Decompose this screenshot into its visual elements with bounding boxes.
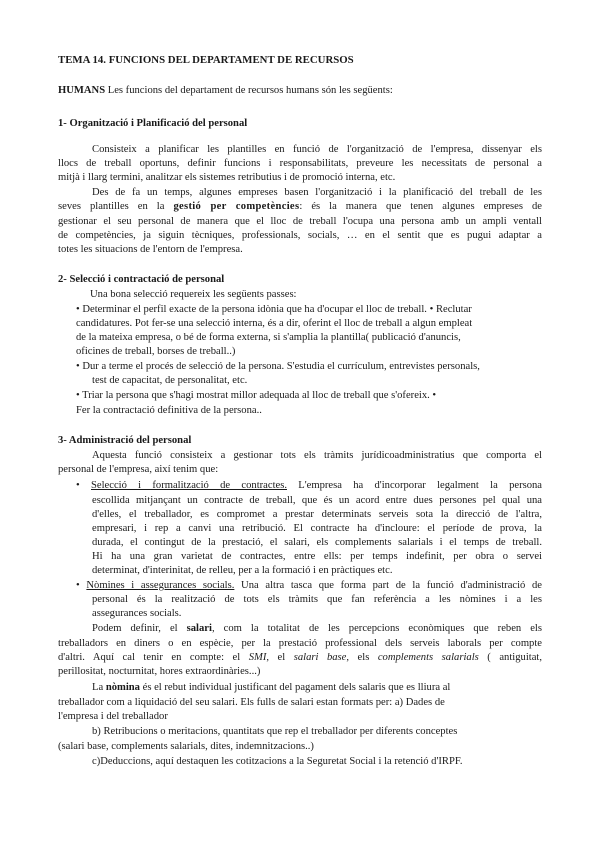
salari-line-4: perillositat, nocturnitat, hores extraordinàries...) — [58, 666, 261, 677]
nomina-pre: La — [92, 682, 106, 693]
nomina-line-2: treballador com a liquidació del seu salari. Els fulls de salari estan formats per: a) Dades de — [58, 697, 445, 708]
s3-bullet-1-line-3: d'elles, el treballador, es compromet a prestar determinats serveis sota la direcció de l'altra, — [92, 509, 542, 520]
s1-p2-line-3: gestionar el seu personal de manera que el lloc de treball l'ocupa una persona amb un ampli ventall — [58, 216, 542, 227]
nomina-b-line-2: (salari base, complements salarials, dites, indemnitzacions..) — [58, 741, 314, 752]
s1-p1-line-1: Consisteix a planificar les plantilles en funció de l'organització de l'empresa, dissenyar els — [92, 144, 542, 155]
s2-line-9: Fer la contractació definitiva de la persona.. — [76, 405, 262, 416]
bullet-1-mark: • — [76, 480, 91, 491]
s1-p2-line-5: totes les situacions de l'entorn de l'empresa. — [58, 244, 243, 255]
salari-complements: complements salarials — [377, 652, 479, 663]
s2-line-3: candidatures. Pot fer-se una selecció interna, és a dir, oferint el lloc de treball a algun empleat — [76, 318, 473, 329]
nomina-bold: nòmina — [105, 682, 140, 693]
bullet-1-underline: Selecció i formalització de contractes. — [91, 480, 287, 491]
salari-smi: SMI — [248, 652, 267, 663]
bullet-1-rest: L'empresa ha d'incorporar legalment la persona — [287, 480, 543, 491]
salari-l3-mid2: , els — [346, 652, 378, 663]
s3-bullet-2-line-3: assegurances socials. — [92, 608, 182, 619]
s3-bullet-1-line-2: escollida mitjançant un contracte de treball, que és un acord entre dues persones pel qual una — [92, 495, 542, 506]
salari-bold: salari — [186, 623, 212, 634]
intro-text: Les funcions del departament de recursos humans són les següents: — [105, 85, 393, 96]
salari-pre: Podem definir, el — [92, 623, 187, 634]
nomina-b-line-1: b) Retribucions o meritacions, quantitats que rep el treballador per diferents conceptes — [92, 726, 458, 737]
s2-line-5: oficines de treball, borses de treball..) — [76, 346, 236, 357]
salari-l3-post: ( antiguitat, — [478, 652, 542, 663]
salari-l3-pre: d'altri. Aquí cal tenir en compte: el — [58, 652, 249, 663]
salari-post: , com la totalitat de les percepcions econòmiques que reben els — [211, 623, 542, 634]
s1-p1-line-2: llocs de treball oportuns, definir funcions i responsabilitats, preveure les necessitats de personal a — [58, 158, 542, 169]
s1-p1-line-3: mitjà i llarg termini, analitzar els sistemes retributius i de promoció interna, etc. — [58, 172, 396, 183]
s3-bullet-1-line-5: durada, el contingut de la prestació, el salari, els complements salarials i el temps de treball. — [92, 537, 542, 548]
bullet-2-underline: Nòmines i assegurances socials. — [86, 580, 235, 591]
salari-l3-mid1: , el — [266, 652, 294, 663]
s3-bullet-2-line-1 — [76, 579, 542, 592]
s2-line-6: • Dur a terme el procés de selecció de la persona. S'estudia el currículum, entrevistes personals, — [76, 361, 480, 372]
s1-p2-post: : és la manera que tenen algunes empreses de — [299, 201, 542, 212]
s1-p2-line-1: Des de fa un temps, algunes empreses basen l'organització i la planificació del treball de les — [92, 187, 542, 198]
s3-lead-line-2: personal de l'empresa, així tenim que: — [58, 464, 219, 475]
s3-bullet-1-line-1 — [76, 479, 542, 492]
s1-p2-line-4: de competències, ja siguin tècniques, professionals, socials, … en el sentit que es pugui adaptar a — [58, 230, 542, 241]
nomina-line-1 — [92, 681, 542, 694]
salari-line-3 — [58, 651, 542, 664]
section-1-heading: 1- Organització i Planificació del personal — [58, 118, 248, 129]
s1-p2-line-2 — [58, 200, 542, 213]
s2-line-2: • Determinar el perfil exacte de la persona idònia que ha d'ocupar el lloc de treball. • Reclutar — [76, 304, 472, 315]
salari-base: salari base — [293, 652, 347, 663]
document-title: TEMA 14. FUNCIONS DEL DEPARTAMENT DE RECURSOS — [58, 54, 354, 66]
s3-bullet-1-line-7: determinat, d'interinitat, de relleu, per a la formació i en pràctiques etc. — [92, 565, 393, 576]
section-2-heading: 2- Selecció i contractació de personal — [58, 274, 225, 285]
nomina-c-line: c)Deduccions, aquí destaquen les cotitzacions a la Seguretat Social i la retenció d'IRPF. — [92, 756, 463, 767]
s3-lead-line-1: Aquesta funció consisteix a gestionar tots els tràmits jurídicoadministratius que comporta el — [92, 450, 542, 461]
bullet-2-rest: Una altra tasca que forma part de la funció d'administració de — [234, 580, 543, 591]
s2-line-1: Una bona selecció requereix les següents passes: — [90, 289, 297, 300]
s1-p2-pre: seves plantilles en la — [58, 201, 174, 212]
section-3-heading: 3- Administració del personal — [58, 435, 192, 446]
nomina-post: és el rebut individual justificant del pagament dels salaris que es lliura al — [139, 682, 451, 693]
s3-bullet-1-line-6: Hi ha una gran varietat de contractes, entre ells: per temps indefinit, per obra o servei — [92, 551, 542, 562]
bullet-2-mark: • — [76, 580, 87, 591]
s2-line-8: • Triar la persona que s'hagi mostrat millor adequada al lloc de treball que s'ofereix. • — [76, 390, 437, 401]
intro-bold: HUMANS — [58, 85, 106, 96]
s3-bullet-1-line-4: empresari, i rep a canvi una retribució. El contracte ha d'incloure: el període de prova, la — [92, 523, 542, 534]
s2-line-7: test de capacitat, de personalitat, etc. — [92, 375, 248, 386]
s2-line-4: de la mateixa empresa, o bé de forma externa, si s'amplia la plantilla( publicació d'anuncis, — [76, 332, 461, 343]
s3-bullet-2-line-2: personal és la realització de tots els tràmits que fan referència a les nòmines i a les — [92, 594, 542, 605]
salari-line-2: treballadors en diners o en espècie, per la prestació professional dels serveis laborals per compte — [58, 638, 542, 649]
salari-line-1 — [92, 622, 542, 635]
s1-p2-bold: gestió per competències — [173, 201, 300, 212]
intro-line — [58, 84, 542, 97]
nomina-line-3: l'empresa i del treballador — [58, 711, 168, 722]
